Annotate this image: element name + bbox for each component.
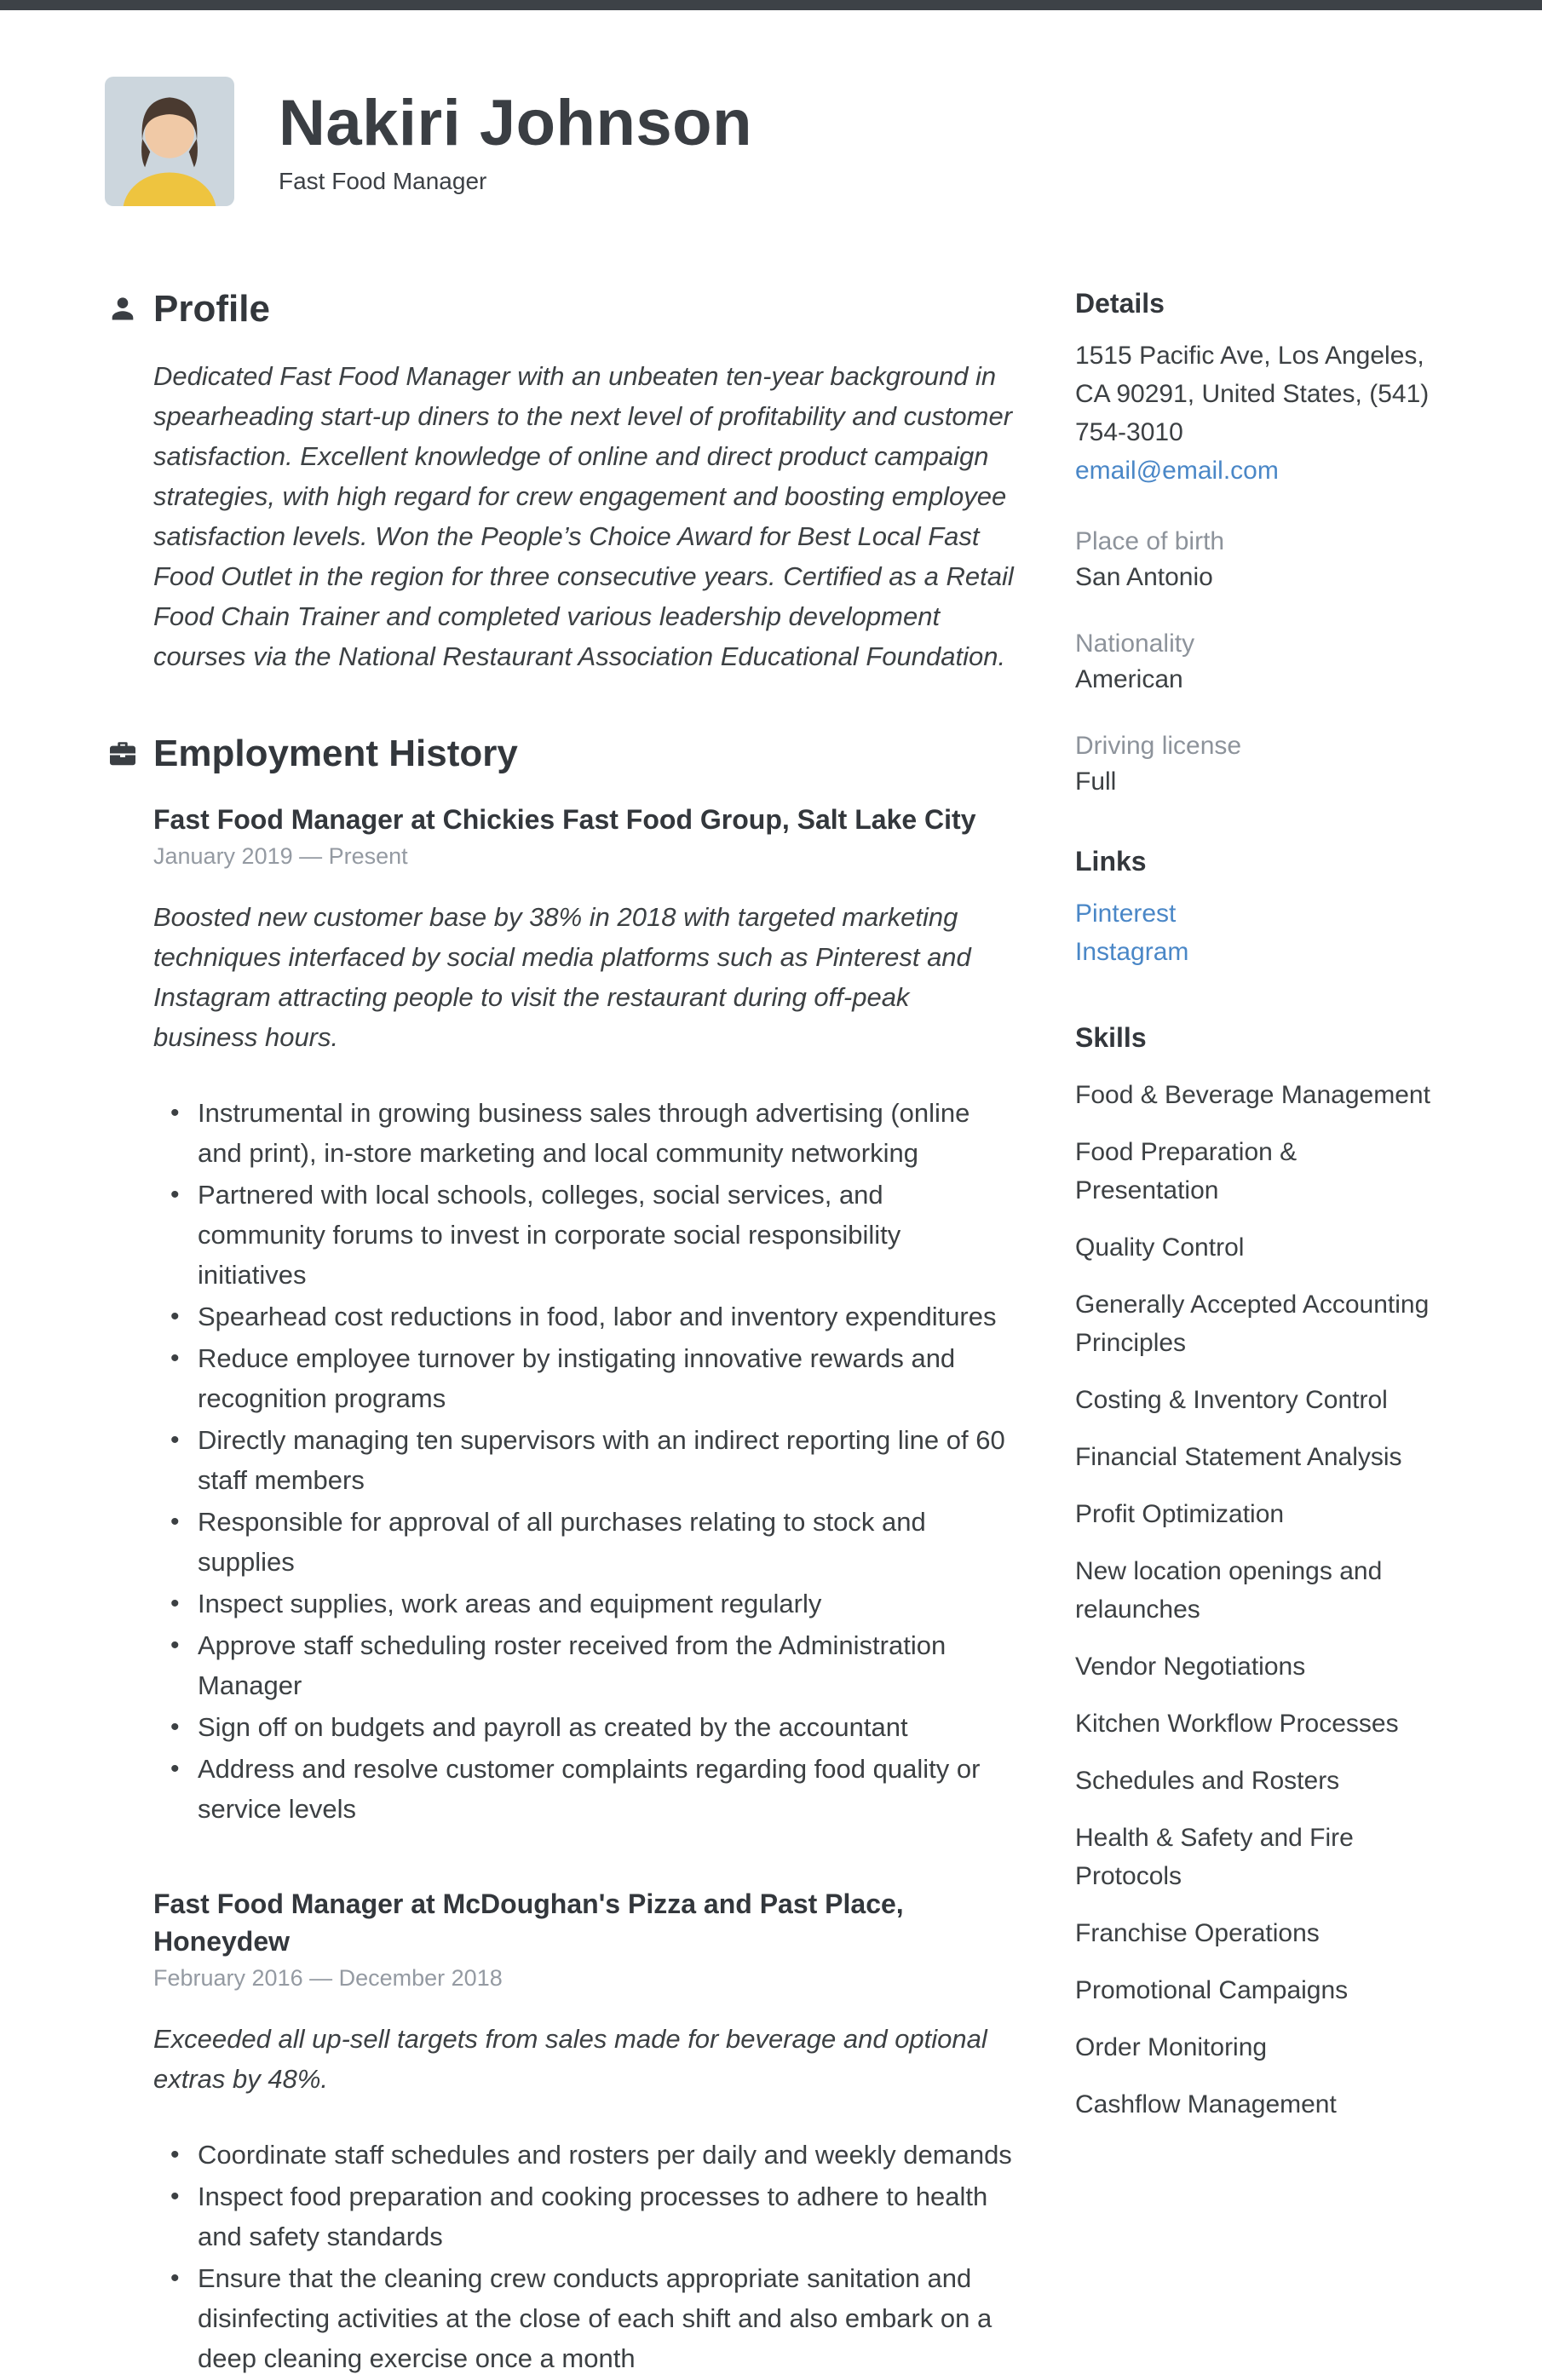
bullet-item: • Responsible for approval of all purchases relating to stock and supplies [198,1502,1014,1582]
place-of-birth-label: Place of birth [1075,527,1225,555]
employment-heading [153,733,1014,775]
place-of-birth-group [1075,527,1440,592]
job-entry [153,1885,1014,2378]
bullet-item: • Partnered with local schools, colleges, social services, and community forums to invest in corporate social responsibility initiatives [198,1175,1014,1295]
bullet-item: • Inspect food preparation and cooking processes to adhere to health and safety standards [198,2176,1014,2256]
content [0,288,1542,2380]
skill-item: Franchise Operations [1075,1919,1320,1947]
skill-item: Food & Beverage Management [1075,1081,1430,1109]
bullet-item: • Approve staff scheduling roster received from the Administration Manager [198,1625,1014,1705]
skill-item: New location openings and relaunches [1075,1557,1383,1624]
bullet-item: • Instrumental in growing business sales through advertising (online and print), in-store marketing and local community networking [198,1093,1014,1173]
bullet-item: • Coordinate staff schedules and rosters per daily and weekly demands [198,2135,1014,2175]
job-dates: February 2016 — December 2018 [153,1965,503,1991]
job-dates: January 2019 — Present [153,843,408,869]
person-icon [107,293,138,324]
briefcase-icon [107,738,138,768]
skill-item: Profit Optimization [1075,1500,1285,1528]
skills-group [1075,1022,1440,2124]
section-profile [153,288,1014,676]
bullet-item: • Spearhead cost reductions in food, labor and inventory expenditures [198,1296,1014,1337]
skill-item: Order Monitoring [1075,2033,1268,2061]
job-intro: Boosted new customer base by 38% in 2018 with targeted marketing techniques interfaced by social media platforms such as Pinterest and Instagram attracting people to visit the restaurant during off-peak business hours. [153,902,971,1052]
driving-license-value: Full [1075,767,1117,796]
bullet-item: • Reduce employee turnover by instigating innovative rewards and recognition programs [198,1338,1014,1418]
skill-item: Promotional Campaigns [1075,1976,1349,2004]
bullet-item: • Inspect supplies, work areas and equipment regularly [198,1584,1014,1624]
details-heading: Details [1075,288,1165,319]
job-title: Fast Food Manager at McDoughan's Pizza and Past Place, Honeydew [153,1888,904,1957]
instagram-link[interactable]: Instagram [1075,938,1189,966]
candidate-name: Nakiri Johnson [279,87,752,160]
job-intro: Exceeded all up-sell targets from sales made for beverage and optional extras by 48%. [153,2024,987,2094]
header [105,77,1542,206]
candidate-title: Fast Food Manager [279,167,487,194]
skill-item: Cashflow Management [1075,2090,1337,2118]
nationality-group [1075,629,1440,694]
skill-item: Schedules and Rosters [1075,1767,1340,1795]
skills-list [1075,1076,1440,2124]
bullet-item: • Directly managing ten supervisors with an indirect reporting line of 60 staff members [198,1420,1014,1500]
sidebar [1075,288,1440,2142]
place-of-birth-value: San Antonio [1075,563,1213,591]
profile-photo [105,77,234,206]
skill-item: Financial Statement Analysis [1075,1443,1402,1471]
header-text [279,88,752,195]
skill-item: Food Preparation & Presentation [1075,1138,1297,1204]
address: 1515 Pacific Ave, Los Angeles, CA 90291, United States, (541) 754-3010 [1075,342,1430,446]
profile-text: Dedicated Fast Food Manager with an unbeaten ten-year background in spearheading start-up diners to the next level of profitability and customer satisfaction. Excellent knowledge of online and direct product campaign strategies, with high regard for crew engagement and boosting employee satisfaction levels. Won the People’s Choice Award for Best Local Fast Food Outlet in the region for three consecutive years. Certified as a Retail Food Chain Trainer and completed various leadership development courses via the National Restaurant Association Educational Foundation. [153,361,1014,671]
employment-heading-label: Employment History [153,733,518,774]
skill-item: Vendor Negotiations [1075,1653,1306,1681]
driving-license-label: Driving license [1075,732,1242,760]
skills-heading: Skills [1075,1022,1147,1053]
links-heading: Links [1075,846,1147,877]
pinterest-link[interactable]: Pinterest [1075,900,1177,928]
skill-item: Costing & Inventory Control [1075,1386,1388,1414]
main-column [153,288,1014,2380]
bullet-list [153,2135,1014,2378]
bullet-item: • Ensure that the cleaning crew conducts appropriate sanitation and disinfecting activities at the close of each shift and also embark on a deep cleaning exercise once a month [198,2258,1014,2378]
bullet-item: • Sign off on budgets and payroll as created by the accountant [198,1707,1014,1747]
job-title: Fast Food Manager at Chickies Fast Food Group, Salt Lake City [153,804,976,835]
driving-license-group [1075,732,1440,796]
nationality-value: American [1075,665,1183,693]
details-group [1075,288,1440,490]
bullet-list [153,1093,1014,1829]
job-entry [153,801,1014,1829]
top-strip [0,0,1542,10]
profile-heading-label: Profile [153,288,270,330]
skill-item: Health & Safety and Fire Protocols [1075,1824,1354,1890]
section-employment [153,733,1014,2378]
skill-item: Quality Control [1075,1233,1245,1262]
skill-item: Kitchen Workflow Processes [1075,1710,1399,1738]
bullet-item: • Address and resolve customer complaints regarding food quality or service levels [198,1749,1014,1829]
email-link[interactable]: email@email.com [1075,457,1279,485]
nationality-label: Nationality [1075,629,1195,658]
links-group [1075,846,1440,971]
skill-item: Generally Accepted Accounting Principles [1075,1291,1430,1357]
profile-heading [153,288,1014,331]
profile-photo-placeholder [105,77,234,206]
